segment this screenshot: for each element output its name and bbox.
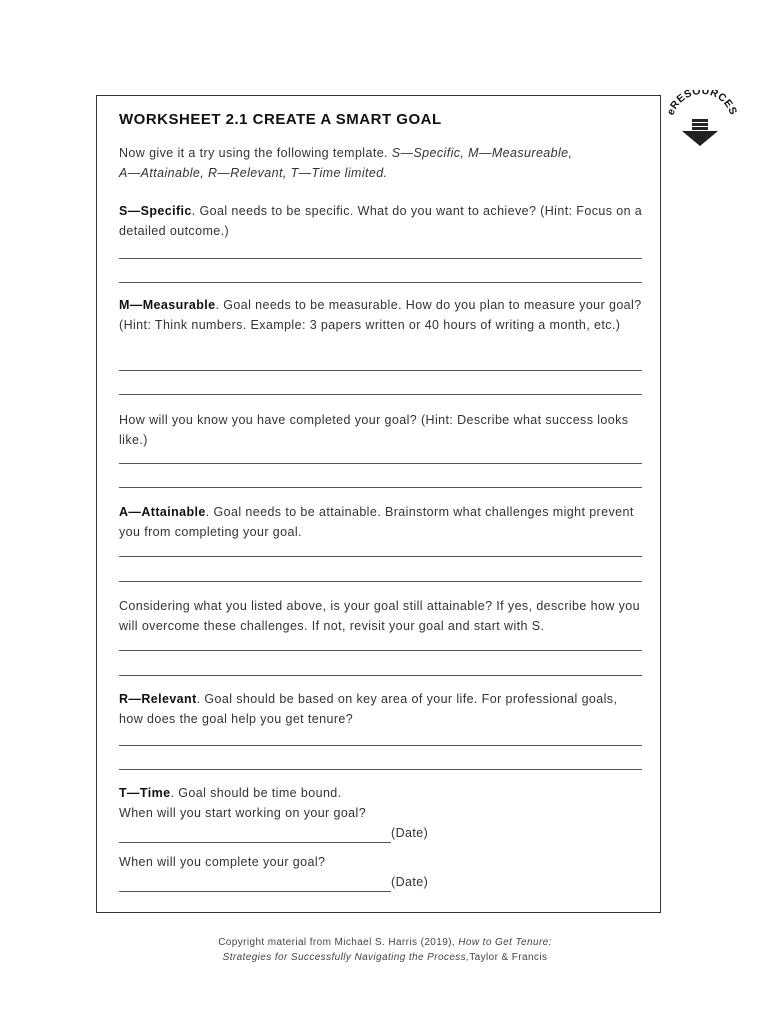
attainable-label: A—Attainable — [119, 505, 206, 519]
time-label: T—Time — [119, 786, 171, 800]
download-arrow-icon — [660, 90, 740, 150]
specific-answer-line-1[interactable] — [119, 258, 642, 259]
attainable-answer-line-1[interactable] — [119, 556, 642, 557]
eresources-badge — [660, 90, 740, 150]
specific-label: S—Specific — [119, 204, 192, 218]
attainable-prompt: A—Attainable. Goal needs to be attainable. Brainstorm what challenges might prevent you from completing your goal. — [119, 505, 634, 539]
specific-answer-line-2[interactable] — [119, 282, 642, 283]
attainable-answer-line-2[interactable] — [119, 581, 642, 582]
worksheet-title: WORKSHEET 2.1 CREATE A SMART GOAL — [119, 111, 442, 128]
intro-text: Now give it a try using the following template. S—Specific, M—Measureable, A—Attainable, R—Relevant, T—Time limited. — [119, 146, 573, 180]
badge-text: eRESOURCES — [664, 90, 740, 117]
measurable-answer-line-1[interactable] — [119, 370, 642, 371]
relevant-label: R—Relevant — [119, 692, 197, 706]
start-date-line[interactable] — [119, 828, 391, 843]
success-question: How will you know you have completed your goal? (Hint: Describe what success looks like.) — [119, 413, 629, 447]
complete-date-label: (Date) — [391, 875, 429, 889]
followup-answer-line-1[interactable] — [119, 650, 642, 651]
start-date-label: (Date) — [391, 826, 429, 840]
complete-prompt — [119, 852, 644, 892]
relevant-prompt: R—Relevant. Goal should be based on key area of your life. For professional goals, how does the goal help you get tenure? — [119, 692, 618, 726]
complete-date-line[interactable] — [119, 877, 391, 892]
measurable-label: M—Measurable — [119, 298, 216, 312]
start-question: When will you start working on your goal? — [119, 806, 367, 820]
complete-question: When will you complete your goal? — [119, 855, 326, 869]
copyright-line-2: Strategies for Successfully Navigating the Process,Taylor & Francis — [222, 952, 548, 963]
measurable-prompt: M—Measurable. Goal needs to be measurable. How do you plan to measure your goal? (Hint: Think numbers. Example: 3 papers written or 40 hours of writing a month, etc.) — [119, 298, 642, 332]
time-prompt: T—Time. Goal should be time bound. When will you start working on your goal? (Date) — [119, 783, 644, 843]
relevant-answer-line-1[interactable] — [119, 745, 642, 746]
worksheet-box — [96, 95, 661, 913]
relevant-answer-line-2[interactable] — [119, 769, 642, 770]
svg-text:eRESOURCES — [665, 90, 740, 117]
success-answer-line-1[interactable] — [119, 463, 642, 464]
measurable-answer-line-2[interactable] — [119, 394, 642, 395]
specific-prompt: S—Specific. Goal needs to be specific. What do you want to achieve? (Hint: Focus on a detailed outcome.) — [119, 204, 643, 238]
copyright-line-1: Copyright material from Michael S. Harris (2019), How to Get Tenure: — [218, 937, 552, 948]
followup-answer-line-2[interactable] — [119, 675, 642, 676]
success-answer-line-2[interactable] — [119, 487, 642, 488]
attainable-followup: Considering what you listed above, is your goal still attainable? If yes, describe how you will overcome these challenges. If not, revisit your goal and start with S. — [119, 599, 640, 633]
